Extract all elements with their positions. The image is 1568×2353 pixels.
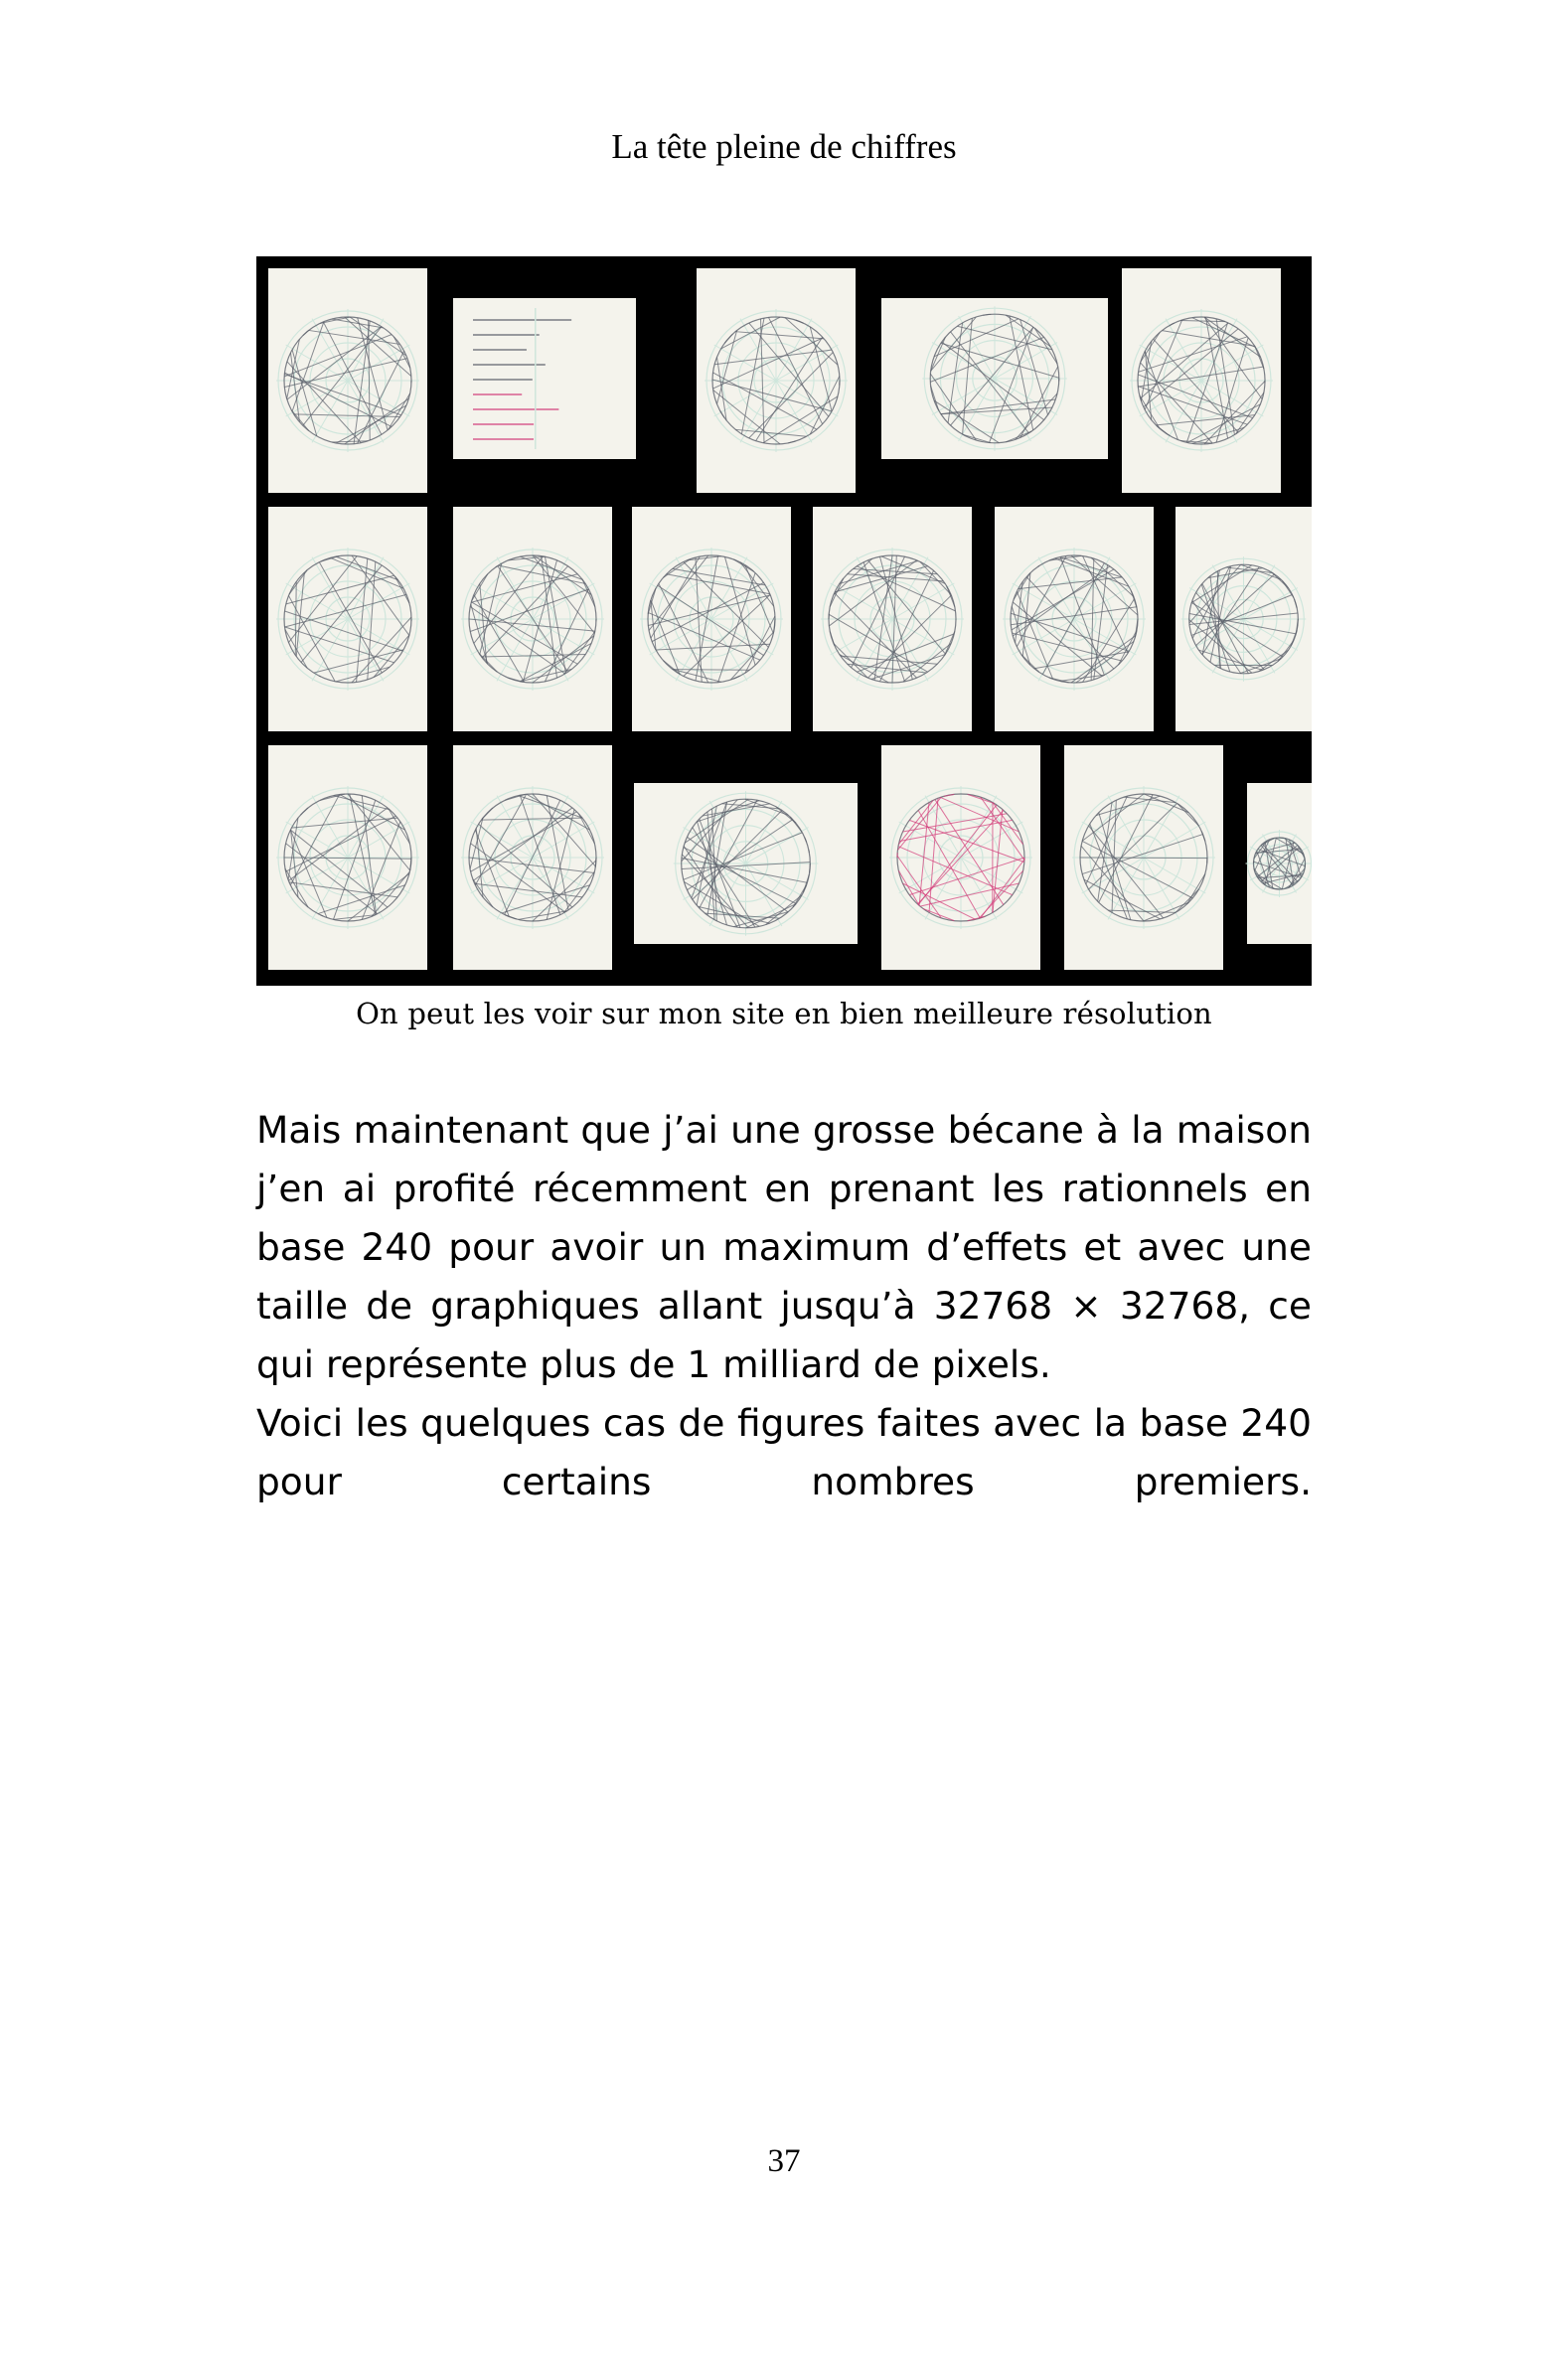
diagram-sheet	[697, 268, 856, 493]
diagram-sheet	[1122, 268, 1281, 493]
diagram-sheet	[1176, 507, 1312, 731]
diagram-sheets-image	[256, 256, 1312, 986]
diagram-sheet	[881, 298, 1108, 459]
diagram-sheet	[1246, 783, 1313, 944]
diagram-sheet	[813, 507, 972, 731]
paragraph-1: Mais maintenant que j’ai une grosse bécane à la maison j’en ai profité récemment en prenant les rationnels en base 240 pour avoir un maximum d’effets et avec une taille de graphiques allant jusqu’à 32768 × 32768, ce qui représente plus de 1 milliard de pixels.	[256, 1108, 1312, 1386]
figure-caption: On peut les voir sur mon site en bien meilleure résolution	[356, 997, 1212, 1030]
diagram-sheet	[632, 507, 791, 731]
paragraph-2: Voici les quelques cas de figures faites avec la base 240 pour certains nombres premiers.	[256, 1401, 1312, 1503]
diagram-sheet	[995, 507, 1154, 731]
diagram-sheet	[268, 507, 427, 731]
diagram-sheet	[453, 507, 612, 731]
diagram-sheet	[453, 745, 612, 970]
figure-photo-grid	[256, 256, 1312, 986]
diagram-sheet	[634, 783, 858, 944]
diagram-sheet	[453, 298, 636, 459]
body-text	[256, 1101, 1312, 1511]
diagram-sheet	[881, 745, 1040, 970]
diagram-sheet	[268, 745, 427, 970]
page-number: 37	[767, 2143, 801, 2179]
running-head: La tête pleine de chiffres	[611, 127, 957, 166]
diagram-sheet	[268, 268, 427, 493]
diagram-sheet	[1064, 745, 1223, 970]
